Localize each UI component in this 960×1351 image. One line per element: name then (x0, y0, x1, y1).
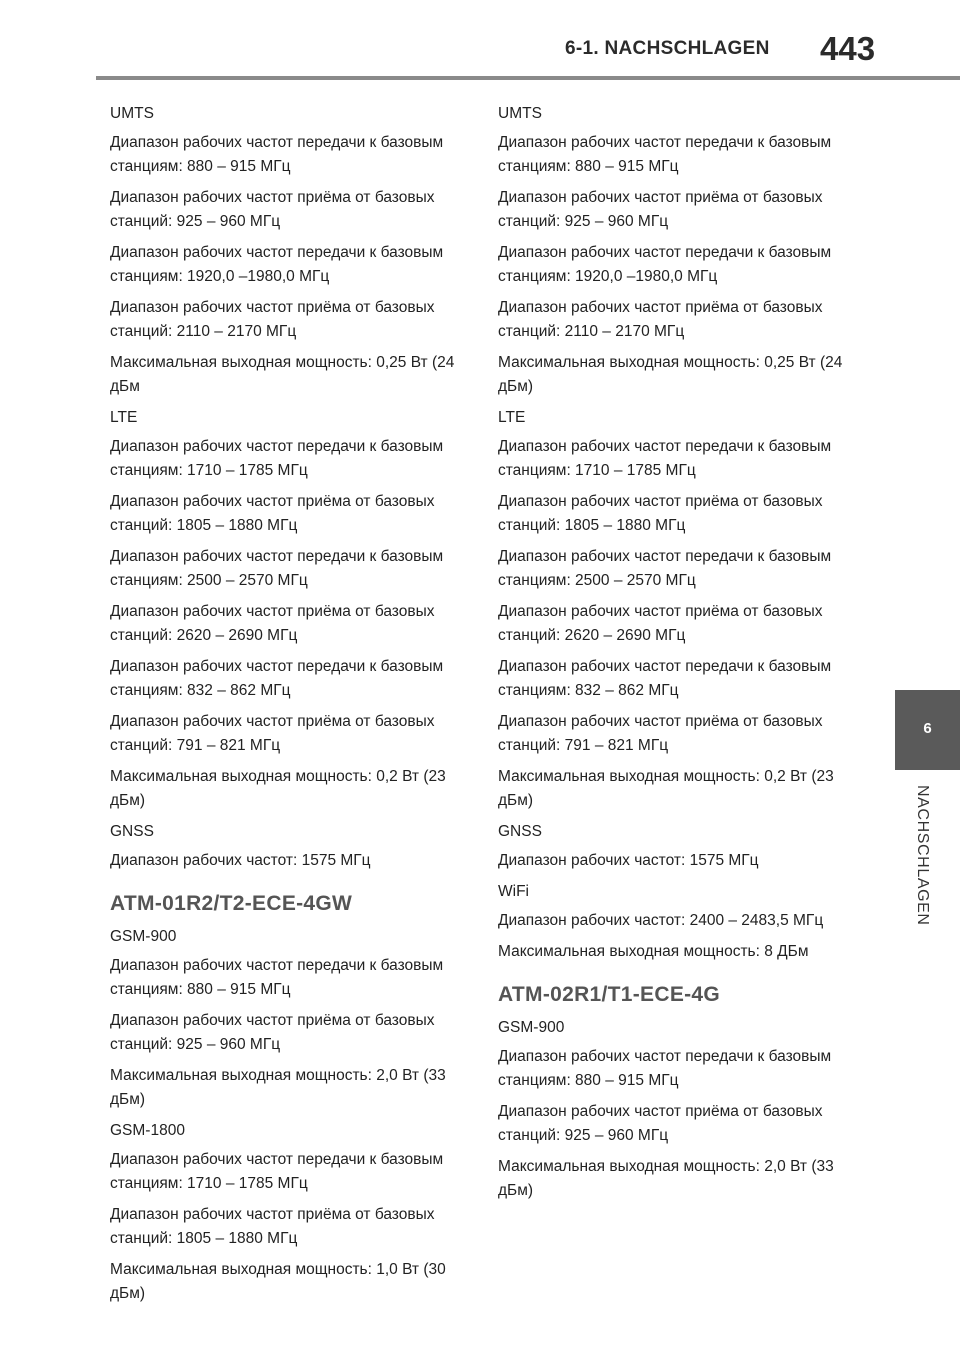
spec-paragraph: Диапазон рабочих частот приёма от базовых станций: 1805 – 1880 МГц (110, 493, 435, 534)
spec-paragraph: Максимальная выходная мощность: 1,0 Вт (30 дБм) (110, 1261, 446, 1302)
spec-paragraph: Диапазон рабочих частот передачи к базовым станциям: 1710 – 1785 МГц (498, 438, 832, 479)
spec-paragraph: Максимальная выходная мощность: 0,2 Вт (23 дБм) (498, 768, 834, 809)
spec-paragraph: Максимальная выходная мощность: 8 ДБм (498, 943, 809, 960)
spec-paragraph: Диапазон рабочих частот приёма от базовых станций: 925 – 960 МГц (110, 1012, 435, 1053)
spec-paragraph: Диапазон рабочих частот приёма от базовых станций: 2620 – 2690 МГц (110, 603, 435, 644)
spec-paragraph: Максимальная выходная мощность: 0,2 Вт (23 дБм) (110, 768, 446, 809)
band-label: GSM-900 (110, 928, 177, 945)
spec-paragraph: Диапазон рабочих частот приёма от базовых станций: 791 – 821 МГц (498, 713, 823, 754)
band-label: GNSS (498, 823, 542, 840)
spec-paragraph: Максимальная выходная мощность: 0,25 Вт (24 дБм (110, 354, 455, 395)
spec-paragraph: Диапазон рабочих частот приёма от базовых станций: 1805 – 1880 МГц (110, 1206, 435, 1247)
spec-paragraph: Диапазон рабочих частот: 1575 МГц (110, 852, 371, 869)
spec-paragraph: Диапазон рабочих частот передачи к базовым станциям: 2500 – 2570 МГц (110, 548, 444, 589)
spec-paragraph: Максимальная выходная мощность: 2,0 Вт (33 дБм) (498, 1158, 834, 1199)
chapter-tab[interactable] (895, 690, 960, 770)
band-label: GSM-1800 (110, 1122, 185, 1139)
section-heading: ATM-02R1/T1-ECE-4G (498, 983, 721, 1006)
left-column (110, 102, 460, 1313)
band-label: UMTS (110, 105, 154, 122)
spec-paragraph: Диапазон рабочих частот приёма от базовых станций: 2110 – 2170 МГц (498, 299, 823, 340)
band-label: UMTS (498, 105, 542, 122)
chapter-side-label (913, 785, 943, 955)
spec-paragraph: Диапазон рабочих частот передачи к базовым станциям: 1920,0 –1980,0 МГц (498, 244, 832, 285)
spec-paragraph: Диапазон рабочих частот: 2400 – 2483,5 МГц (498, 912, 824, 929)
spec-paragraph: Диапазон рабочих частот передачи к базовым станциям: 1710 – 1785 МГц (110, 438, 444, 479)
spec-paragraph: Максимальная выходная мощность: 2,0 Вт (33 дБм) (110, 1067, 446, 1108)
spec-paragraph: Диапазон рабочих частот передачи к базовым станциям: 880 – 915 МГц (498, 134, 832, 175)
spec-paragraph: Диапазон рабочих частот приёма от базовых станций: 2110 – 2170 МГц (110, 299, 435, 340)
header-divider (96, 76, 960, 80)
spec-paragraph: Диапазон рабочих частот: 1575 МГц (498, 852, 759, 869)
section-title: 6-1. NACHSCHLAGEN (565, 38, 770, 59)
right-column (498, 102, 848, 1210)
spec-paragraph: Диапазон рабочих частот передачи к базовым станциям: 1710 – 1785 МГц (110, 1151, 444, 1192)
spec-paragraph: Диапазон рабочих частот приёма от базовых станций: 925 – 960 МГц (498, 1103, 823, 1144)
spec-paragraph: Диапазон рабочих частот передачи к базовым станциям: 880 – 915 МГц (498, 1048, 832, 1089)
band-label: GNSS (110, 823, 154, 840)
spec-paragraph: Диапазон рабочих частот передачи к базовым станциям: 880 – 915 МГц (110, 957, 444, 998)
section-heading: ATM-01R2/T2-ECE-4GW (110, 892, 353, 915)
spec-paragraph: Диапазон рабочих частот передачи к базовым станциям: 832 – 862 МГц (498, 658, 832, 699)
spec-paragraph: Диапазон рабочих частот передачи к базовым станциям: 2500 – 2570 МГц (498, 548, 832, 589)
spec-paragraph: Диапазон рабочих частот приёма от базовых станций: 791 – 821 МГц (110, 713, 435, 754)
band-label: LTE (498, 409, 526, 426)
chapter-label-text: NACHSCHLAGEN (914, 785, 931, 926)
spec-paragraph: Диапазон рабочих частот приёма от базовых станций: 925 – 960 МГц (498, 189, 823, 230)
band-label: GSM-900 (498, 1019, 565, 1036)
page-number: 443 (820, 30, 876, 67)
spec-paragraph: Диапазон рабочих частот передачи к базовым станциям: 832 – 862 МГц (110, 658, 444, 699)
spec-paragraph: Диапазон рабочих частот приёма от базовых станций: 1805 – 1880 МГц (498, 493, 823, 534)
band-label: LTE (110, 409, 138, 426)
spec-paragraph: Диапазон рабочих частот передачи к базовым станциям: 880 – 915 МГц (110, 134, 444, 175)
spec-paragraph: Максимальная выходная мощность: 0,25 Вт (24 дБм) (498, 354, 843, 395)
chapter-number: 6 (923, 720, 932, 737)
spec-paragraph: Диапазон рабочих частот приёма от базовых станций: 925 – 960 МГц (110, 189, 435, 230)
spec-paragraph: Диапазон рабочих частот приёма от базовых станций: 2620 – 2690 МГц (498, 603, 823, 644)
band-label: WiFi (498, 883, 529, 900)
spec-paragraph: Диапазон рабочих частот передачи к базовым станциям: 1920,0 –1980,0 МГц (110, 244, 444, 285)
